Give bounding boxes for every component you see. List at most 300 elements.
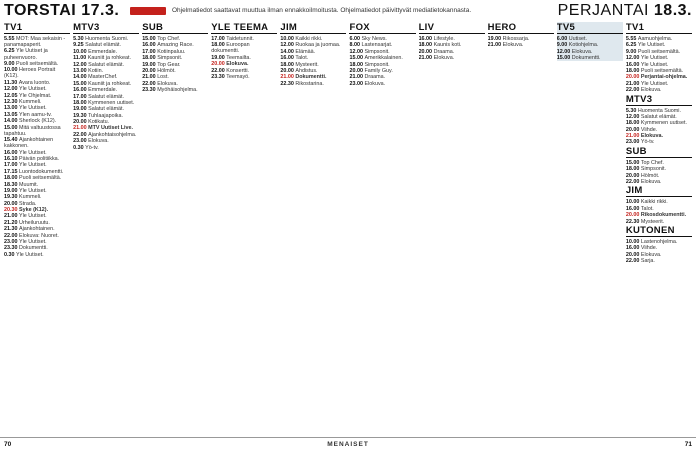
programme-entry — [626, 127, 692, 133]
programme-entry — [142, 81, 208, 87]
programme-time: 20.00 — [625, 212, 641, 219]
programme-entry — [4, 93, 70, 99]
programme-time: 19.30 — [73, 112, 89, 119]
programme-title: Simpsonit. — [364, 48, 390, 55]
programme-entry — [4, 175, 70, 181]
programme-title: Yle Uutiset. — [640, 61, 669, 68]
programme-title: Yö-tv. — [640, 139, 655, 146]
programme-time: 21.00 — [625, 133, 641, 140]
programme-title: Rikosdokumentti. — [640, 212, 687, 219]
programme-entry — [626, 179, 692, 185]
programme-title: Luontodokumentti. — [19, 168, 64, 175]
programme-entry — [626, 258, 692, 264]
programme-title: Yle Uutiset. — [19, 213, 47, 220]
programme-title: Elokuva. — [640, 133, 664, 140]
programme-title: Emmerdale. — [88, 87, 118, 94]
programme-title: Kymmenen uutiset. — [640, 120, 687, 127]
listing-column — [211, 22, 277, 436]
programme-entry — [419, 36, 485, 42]
programme-time: 19.00 — [73, 106, 89, 113]
programme-entry — [280, 36, 346, 42]
programme-title: Huomenta Suomi. — [637, 107, 681, 114]
programme-title: Kymmenen uutiset. — [88, 99, 135, 106]
programme-time: 18.00 — [280, 61, 296, 68]
programme-time: 13.00 — [4, 105, 19, 112]
programme-time: 20.00 — [625, 126, 641, 133]
programme-time: 22.00 — [625, 87, 641, 94]
programme-entry — [4, 182, 70, 188]
programme-time: 21.00 — [487, 42, 503, 49]
programme-title: Yle Uutiset. — [19, 86, 47, 93]
channel-block — [557, 22, 623, 61]
channel-heading: TV1 — [4, 22, 70, 34]
programme-time: 15.00 — [349, 55, 365, 62]
channel-heading: LIV — [419, 22, 485, 34]
programme-entry — [280, 68, 346, 74]
programme-entry — [4, 48, 70, 60]
programme-entry — [626, 206, 692, 212]
programme-title: Elokuva. — [640, 87, 662, 94]
programme-title: Kotiin. — [88, 67, 104, 74]
programme-title: Sarja. — [640, 258, 655, 265]
programme-time: 9.00 — [556, 42, 569, 49]
programme-title: Elokuva. — [502, 42, 524, 49]
programme-title: Kotikatu. — [88, 119, 110, 126]
channel-heading: YLE TEEMA — [211, 22, 277, 34]
programme-title: Simpsonit. — [157, 55, 183, 62]
programme-title: Sherlock (K12). — [19, 118, 57, 125]
programme-entry — [349, 49, 415, 55]
programme-time: 18.00 — [142, 55, 158, 62]
programme-title: Ruokaa ja juomaa. — [295, 42, 341, 49]
programme-time: 20.00 — [625, 251, 641, 258]
programme-title: Ahdistus. — [295, 67, 318, 74]
listing-column — [142, 22, 208, 436]
programme-title: Salatut elämät. — [88, 61, 125, 68]
programme-title: Yle Uutiset. — [19, 162, 47, 169]
programme-entry — [4, 112, 70, 118]
page-number-left: 70 — [4, 440, 12, 448]
programme-entry — [626, 81, 692, 87]
programme-time: 18.30 — [4, 181, 19, 188]
programme-title: MTV Uutiset Live. — [88, 125, 134, 132]
programme-time: 18.00 — [625, 120, 641, 127]
programme-time: 5.55 — [625, 36, 638, 42]
programme-title: Kauniit ja rohkeat. — [88, 80, 132, 87]
programme-title: Rikostarina. — [295, 80, 324, 87]
listing-column — [557, 22, 623, 436]
listing-column — [4, 22, 70, 436]
programme-title: Draama. — [433, 48, 455, 55]
programme-title: Perjantai-ohjelma. — [640, 74, 688, 81]
listing-column — [349, 22, 415, 436]
programme-entry — [4, 105, 70, 111]
programme-title: Yle Uutiset. — [19, 187, 47, 194]
page-header-right — [558, 0, 692, 22]
programme-time: 21.00 — [142, 74, 158, 81]
programme-time: 18.00 — [349, 61, 365, 68]
programme-time: 20.00 — [73, 119, 89, 126]
programme-title: Yle Uutiset. — [16, 251, 44, 258]
programme-time: 22.00 — [625, 258, 641, 265]
programme-title: Urheiluruutu. — [19, 219, 50, 226]
programme-entry — [349, 36, 415, 42]
listing-column — [73, 22, 139, 436]
listing-columns — [4, 22, 692, 436]
programme-time: 12.00 — [556, 48, 572, 55]
channel-heading: JIM — [626, 185, 692, 197]
programme-time: 12.00 — [625, 113, 641, 120]
programme-time: 19.30 — [4, 194, 19, 201]
programme-entry — [626, 36, 692, 42]
programme-time: 21.00 — [4, 213, 19, 220]
programme-time: 22.00 — [625, 179, 641, 186]
programme-time: 23.00 — [4, 239, 19, 246]
programme-title: Mysteerit. — [295, 61, 319, 68]
programme-title: Kotiohjelma. — [568, 42, 599, 49]
programme-entry — [557, 42, 623, 48]
programme-time: 22.30 — [625, 218, 641, 225]
programme-entry — [142, 87, 208, 93]
programme-entry — [280, 55, 346, 61]
programme-entry — [349, 68, 415, 74]
programme-time: 14.00 — [73, 74, 89, 81]
programme-entry — [73, 145, 139, 151]
channel-block — [419, 22, 485, 61]
programme-time: 21.00 — [73, 125, 89, 132]
programme-entry — [557, 55, 623, 61]
programme-entry — [211, 36, 277, 42]
programme-title: Päivän politiikka. — [19, 155, 60, 162]
programme-entry — [73, 94, 139, 100]
programme-entry — [4, 137, 70, 149]
programme-entry — [211, 68, 277, 74]
programme-time: 20.00 — [4, 200, 19, 207]
programme-title: Yle Uutiset ja puheenvuoro. — [4, 48, 48, 61]
programme-time: 14.00 — [4, 118, 19, 125]
programme-time: 20.00 — [211, 61, 227, 68]
programme-time: 23.00 — [73, 138, 89, 145]
programme-title: Top Chef. — [157, 36, 181, 42]
programme-title: Yle Uutiset. — [19, 149, 47, 156]
programme-entry — [419, 49, 485, 55]
programme-title: Amazing Race. — [157, 42, 194, 49]
channel-block — [488, 22, 554, 48]
programme-time: 18.00 — [625, 67, 641, 74]
programme-title: Mitä valtuustossa tapahtuu. — [4, 124, 61, 137]
programme-entry — [73, 68, 139, 74]
listing-column — [280, 22, 346, 436]
programme-time: 19.00 — [142, 61, 158, 68]
programme-time: 21.00 — [280, 74, 296, 81]
programme-time: 10.00 — [280, 36, 296, 42]
programme-entry — [626, 68, 692, 74]
programme-time: 12.30 — [4, 99, 19, 106]
programme-entry — [626, 133, 692, 139]
programme-title: Top Chef. — [640, 159, 664, 166]
programme-entry — [349, 42, 415, 48]
programme-time: 16.00 — [625, 245, 641, 252]
programme-entry — [488, 42, 554, 48]
programme-entry — [211, 42, 277, 54]
programme-time: 20.30 — [4, 207, 19, 214]
programme-entry — [73, 42, 139, 48]
programme-time: 17.00 — [142, 48, 158, 55]
channel-block — [142, 22, 208, 93]
channel-heading: SUB — [142, 22, 208, 34]
programme-time: 18.00 — [418, 42, 434, 49]
programme-entry — [142, 49, 208, 55]
programme-title: Aamuohjelma. — [637, 36, 673, 42]
programme-time: 18.00 — [625, 166, 641, 173]
programme-time: 19.00 — [4, 187, 19, 194]
programme-time: 21.00 — [418, 55, 434, 62]
programme-time: 15.00 — [625, 159, 641, 166]
programme-title: Amerikkalainen. — [364, 55, 403, 62]
programme-entry — [211, 55, 277, 61]
programme-title: Simpsonit. — [640, 166, 667, 173]
programme-time: 13.00 — [73, 67, 89, 74]
programme-time: 21.00 — [349, 74, 365, 81]
programme-time: 13.05 — [4, 111, 19, 118]
programme-entry — [4, 226, 70, 232]
programme-entry — [142, 68, 208, 74]
programme-time: 5.55 — [4, 36, 16, 42]
programme-entry — [557, 49, 623, 55]
programme-entry — [4, 118, 70, 124]
programme-title: Kaikki rikki. — [640, 199, 668, 206]
programme-title: Elokuva. — [433, 55, 455, 62]
programme-time: 22.00 — [73, 131, 89, 138]
programme-title: Puoli seitsemältä. — [16, 60, 59, 67]
programme-entry — [73, 81, 139, 87]
programme-title: Yle Uutiset. — [19, 105, 47, 112]
programme-title: Lifestyle. — [433, 36, 455, 42]
programme-entry — [626, 160, 692, 166]
programme-title: Mysteerit. — [640, 218, 665, 225]
channel-heading: JIM — [280, 22, 346, 34]
programme-time: 20.00 — [142, 67, 158, 74]
programme-title: Family Guy. — [364, 67, 393, 74]
programme-title: Huomenta Suomi. — [85, 36, 129, 42]
programme-title: Salatut elämät. — [85, 42, 122, 49]
programme-entry — [73, 132, 139, 138]
programme-time: 18.00 — [211, 42, 227, 49]
programme-title: MOT: Maa sekaisin - panamapaperit. — [4, 36, 66, 49]
programme-title: Puoli seitsemältä. — [640, 67, 684, 74]
channel-block — [626, 225, 692, 264]
programme-entry — [73, 119, 139, 125]
programme-entry — [557, 36, 623, 42]
programme-entry — [349, 74, 415, 80]
programme-entry — [280, 49, 346, 55]
programme-time: 22.00 — [211, 67, 227, 74]
programme-time: 15.00 — [73, 80, 89, 87]
programme-time: 6.25 — [625, 42, 638, 49]
programme-entry — [626, 173, 692, 179]
programme-entry — [4, 213, 70, 219]
notice-strip — [130, 5, 570, 16]
programme-entry — [142, 74, 208, 80]
programme-title: Emmerdale. — [88, 48, 118, 55]
channel-heading: HERO — [488, 22, 554, 34]
programme-time: 15.00 — [556, 55, 572, 62]
programme-time: 16.00 — [418, 36, 434, 42]
programme-entry — [4, 207, 70, 213]
programme-title: Kummeli. — [19, 99, 42, 106]
page-footer — [0, 437, 696, 450]
programme-title: Elokuva. — [364, 80, 386, 87]
programme-entry — [73, 36, 139, 42]
programme-time: 16.00 — [142, 42, 158, 49]
programme-title: Ylen aamu-tv. — [19, 111, 52, 118]
channel-heading: SUB — [626, 146, 692, 158]
programme-entry — [626, 114, 692, 120]
programme-entry — [73, 74, 139, 80]
programme-time: 15.00 — [142, 36, 158, 42]
programme-time: 21.30 — [4, 226, 19, 233]
programme-title: Teemayö. — [226, 74, 250, 81]
programme-title: Uutiset. — [568, 36, 588, 42]
programme-time: 23.30 — [142, 87, 158, 94]
programme-entry — [211, 61, 277, 67]
programme-entry — [4, 36, 70, 48]
programme-entry — [4, 125, 70, 137]
programme-title: Lastenohjelma. — [640, 238, 678, 245]
channel-block — [73, 22, 139, 151]
programme-time: 23.00 — [625, 139, 641, 146]
programme-title: Elokuva. — [640, 179, 662, 186]
programme-time: 10.00 — [625, 199, 641, 206]
programme-title: MasterChef. — [88, 74, 118, 81]
programme-entry — [626, 74, 692, 80]
programme-entry — [349, 62, 415, 68]
programme-time: 21.20 — [4, 219, 19, 226]
programme-entry — [4, 99, 70, 105]
programme-entry — [626, 199, 692, 205]
programme-time: 16.00 — [625, 61, 641, 68]
programme-entry — [4, 61, 70, 67]
programme-entry — [4, 162, 70, 168]
programme-entry — [142, 36, 208, 42]
programme-time: 23.30 — [4, 245, 19, 252]
programme-entry — [626, 42, 692, 48]
programme-title: Lost. — [157, 74, 169, 81]
programme-title: Draama. — [364, 74, 386, 81]
programme-title: Elokuva. — [640, 251, 662, 258]
channel-block — [349, 22, 415, 87]
channel-block — [626, 146, 692, 185]
programme-title: Hölmöt. — [640, 172, 660, 179]
programme-entry — [626, 166, 692, 172]
programme-time: 0.30 — [4, 251, 16, 258]
listing-column — [419, 22, 485, 436]
programme-title: Salatut elämät. — [88, 93, 125, 100]
programme-title: Talot. — [295, 55, 309, 62]
channel-block — [626, 94, 692, 146]
programme-time: 14.00 — [280, 48, 296, 55]
programme-title: Myöhäisohjelma. — [157, 87, 198, 94]
programme-entry — [488, 36, 554, 42]
programme-time: 23.00 — [349, 80, 365, 87]
programme-entry — [73, 87, 139, 93]
programme-time: 12.00 — [280, 42, 296, 49]
programme-time: 17.15 — [4, 168, 19, 175]
programme-title: Ajankohtainen kakkonen. — [4, 137, 54, 150]
programme-title: Elokuva. — [571, 48, 593, 55]
programme-time: 17.00 — [73, 93, 89, 100]
channel-block — [626, 185, 692, 224]
programme-title: Strada. — [19, 200, 37, 207]
programme-entry — [280, 81, 346, 87]
programme-entry — [626, 55, 692, 61]
programme-title: Elokuva. — [226, 61, 249, 68]
programme-time: 10.00 — [625, 238, 641, 245]
programme-title: Euroopan dokumentti. — [211, 42, 250, 55]
programme-entry — [142, 42, 208, 48]
programme-entry — [626, 108, 692, 114]
programme-time: 17.00 — [4, 162, 19, 169]
magazine-name: MENAISET — [327, 440, 369, 448]
programme-title: Elokuva. — [88, 138, 109, 145]
channel-heading: MTV3 — [626, 94, 692, 106]
programme-time: 5.30 — [625, 107, 638, 114]
programme-time: 12.00 — [73, 61, 89, 68]
programme-entry — [626, 252, 692, 258]
listing-column — [626, 22, 692, 436]
programme-entry — [142, 62, 208, 68]
programme-title: Yle Ohjelmat. — [19, 92, 52, 99]
programme-title: Kaikki rikki. — [295, 36, 323, 42]
programme-title: Rikossarja. — [502, 36, 530, 42]
programme-entry — [4, 67, 70, 79]
programme-time: 19.00 — [211, 54, 227, 61]
programme-time: 20.00 — [625, 172, 641, 179]
programme-time: 20.00 — [418, 48, 434, 55]
programme-title: Elokuva. — [157, 80, 178, 87]
programme-entry — [4, 188, 70, 194]
programme-time: 5.30 — [73, 36, 86, 42]
programme-time: 18.00 — [73, 99, 89, 106]
programme-entry — [73, 49, 139, 55]
programme-time: 16.00 — [280, 55, 296, 62]
programme-title: Heroes Portrait (K12). — [4, 67, 56, 80]
programme-time: 6.00 — [556, 36, 569, 42]
programme-entry — [626, 239, 692, 245]
programme-time: 11.00 — [73, 55, 88, 62]
programme-entry — [4, 220, 70, 226]
programme-time: 10.00 — [4, 67, 19, 74]
programme-time: 16.00 — [625, 205, 641, 212]
programme-title: Puoli seitsemältä. — [19, 175, 62, 182]
programme-entry — [349, 81, 415, 87]
programme-title: Dokumentti. — [19, 245, 48, 252]
channel-heading: MTV3 — [73, 22, 139, 34]
programme-entry — [4, 150, 70, 156]
programme-entry — [73, 125, 139, 131]
programme-time: 20.00 — [280, 67, 296, 74]
programme-entry — [73, 100, 139, 106]
programme-title: Taidetunnit. — [226, 36, 254, 42]
programme-title: Yle Uutiset. — [19, 239, 47, 246]
programme-entry — [4, 252, 70, 258]
programme-title: Tuhlaajapoika. — [88, 112, 123, 119]
programme-time: 12.00 — [625, 55, 641, 62]
programme-title: Kotiinpaluu. — [157, 48, 186, 55]
programme-time: 6.00 — [349, 36, 362, 42]
programme-time: 22.00 — [142, 80, 158, 87]
programme-time: 16.00 — [4, 149, 19, 156]
